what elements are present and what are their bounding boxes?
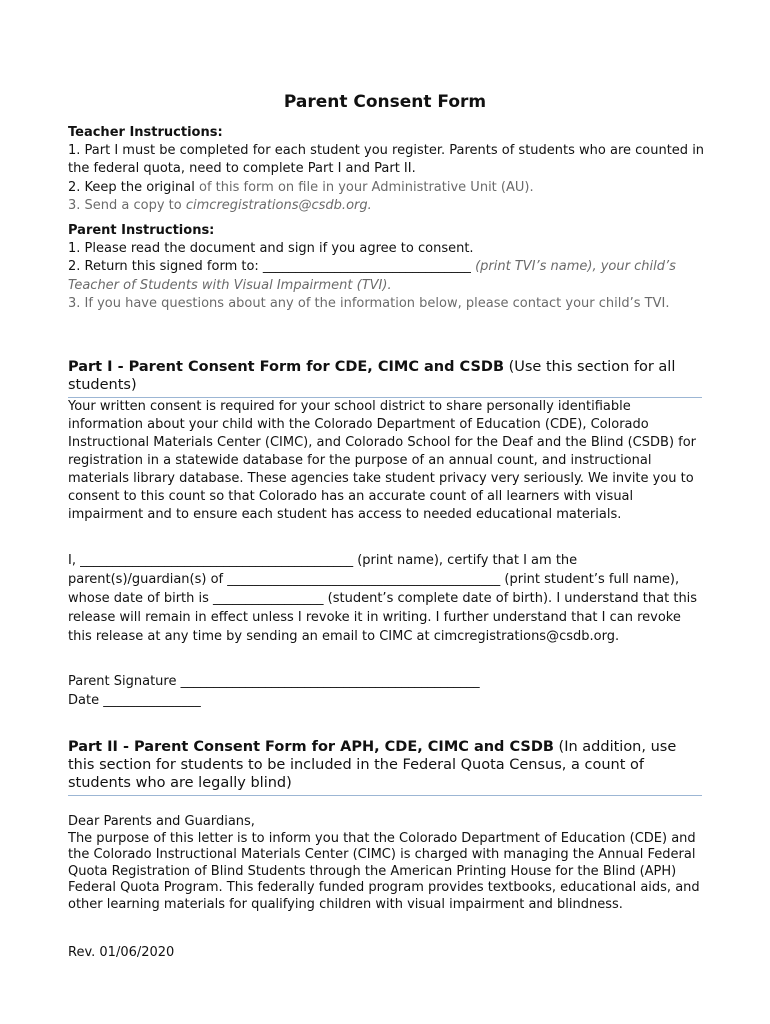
teacher-email-link[interactable]: cimcregistrations@csdb.org. — [185, 197, 372, 213]
part2-heading-rest: (In addition, use this section for students to be included in the Federal Quota Census, a count of students who are legally blind) — [68, 739, 677, 791]
teacher-instructions-heading: Teacher Instructions: — [68, 125, 223, 140]
part2-heading — [68, 738, 702, 796]
date-line: Date _______________ — [68, 692, 201, 708]
teacher-instruction-2-a: 2. Keep the original — [68, 179, 195, 195]
teacher-instruction-1: 1. Part I must be completed for each student you register. Parents of students who are counted in the federal quota, need to complete Part I and Part II. — [68, 143, 705, 177]
page-title: Parent Consent Form — [283, 92, 487, 112]
teacher-instruction-2-b: of this form on file in your Administrative Unit (AU). — [194, 179, 534, 195]
part1-body: Your written consent is required for your school district to share personally identifiable information about your child with the Colorado Department of Education (CDE), Colorado Instructional Materials Center (CIMC), and Colorado School for the Deaf and the Blind (CSDB) for registration in a statewide database for the purpose of an annual count, and instructional materials library database. These agencies take student privacy very seriously. We invite you to consent to this count so that Colorado has an accurate count of all learners with visual impairment and to ensure each student has access to needed educational materials. — [68, 399, 697, 522]
part2-letter — [68, 814, 714, 914]
teacher-instruction-2 — [68, 179, 708, 197]
parent-instruction-1: 1. Please read the document and sign if you agree to consent. — [68, 241, 474, 257]
letter-salutation: Dear Parents and Guardians, — [68, 814, 255, 829]
part1-certification: I, __________________________________________ (print name), certify that I am the parent(s)/guardian(s) of __________________________________________ (print student’s full name), whose date of birth is _________________ (student’s complete date of birth). I understand that this release will remain in effect unless I revoke it in writing. I further understand that I can revoke this release at any time by sending an email to CIMC at cimcregistrations@csdb.org. — [68, 553, 698, 644]
teacher-instructions — [68, 124, 708, 215]
parent-instructions — [68, 222, 708, 313]
teacher-instruction-3-a: 3. Send a copy to — [68, 197, 186, 213]
parent-instruction-2 — [68, 258, 708, 294]
parent-instruction-3: 3. If you have questions about any of the information below, please contact your child’s TVI. — [68, 295, 670, 311]
parent-instruction-2-b: (print TVI’s name), your child’s Teacher of Students with Visual Impairment (TVI). — [68, 259, 676, 293]
parent-instructions-heading: Parent Instructions: — [68, 223, 215, 238]
letter-body: The purpose of this letter is to inform you that the Colorado Department of Education (CDE) and the Colorado Instructional Materials Center (CIMC) is charged with managing the Annual Federal Quota Registration of Blind Students through the American Printing House for the Blind (APH) Federal Quota Program. This federally funded program provides textbooks, educational aids, and other learning materials for qualifying children with visual impairment and blindness. — [68, 830, 700, 912]
revision-date: Rev. 01/06/2020 — [68, 945, 175, 960]
parent-instruction-2-a: 2. Return this signed form to: ________________________________ — [68, 259, 476, 275]
part1-heading-rest: (Use this section for all students) — [68, 359, 676, 393]
parent-signature-line: Parent Signature ______________________________________________ — [68, 674, 480, 689]
part1-heading — [68, 358, 702, 398]
part1-heading-bold: Part I - Parent Consent Form for CDE, CIMC and CSDB — [68, 359, 504, 375]
part2-heading-bold: Part II - Parent Consent Form for APH, CDE, CIMC and CSDB — [68, 739, 554, 755]
signature-block — [68, 673, 708, 710]
teacher-instruction-3 — [68, 197, 708, 215]
